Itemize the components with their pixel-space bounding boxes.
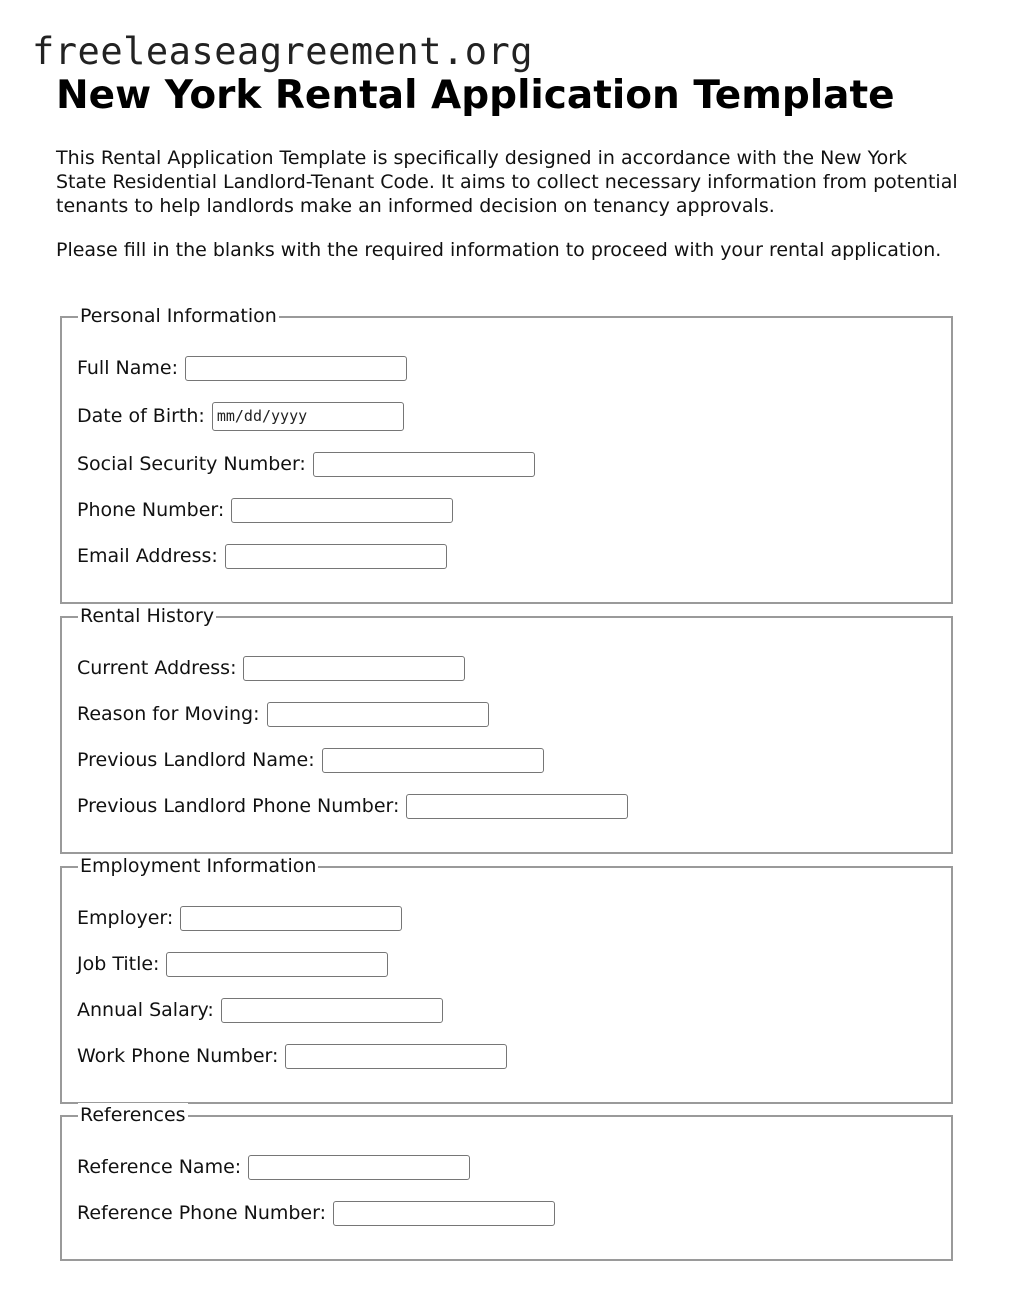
reason-for-moving-row [77,700,489,728]
ssn-input[interactable] [313,452,535,477]
phone-number-input[interactable] [231,498,453,523]
previous-landlord-name-label: Previous Landlord Name: [77,749,315,771]
previous-landlord-name-row [77,746,544,774]
page-title: New York Rental Application Template [56,73,895,118]
employer-label: Employer: [77,907,174,929]
reference-phone-row [77,1199,555,1227]
rental-history-section [60,605,953,854]
references-legend: References [80,1104,186,1126]
reference-phone-label: Reference Phone Number: [77,1202,327,1224]
previous-landlord-name-input[interactable] [322,748,544,773]
instructions-paragraph: Please fill in the blanks with the required information to proceed with your rental application. [56,239,942,261]
personal-information-section [60,305,953,604]
date-of-birth-row [77,402,404,430]
reference-name-input[interactable] [248,1155,470,1180]
previous-landlord-phone-label: Previous Landlord Phone Number: [77,795,400,817]
references-section [60,1104,953,1261]
previous-landlord-phone-input[interactable] [406,794,628,819]
phone-number-label: Phone Number: [77,499,225,521]
email-address-row [77,542,447,570]
reference-name-row [77,1153,470,1181]
employment-information-section [60,855,953,1104]
previous-landlord-phone-row [77,792,628,820]
annual-salary-row [77,996,443,1024]
full-name-row [77,354,407,382]
email-address-input[interactable] [225,544,447,569]
job-title-label: Job Title: [77,953,160,975]
email-address-label: Email Address: [77,545,218,567]
employment-information-legend: Employment Information [80,855,317,877]
work-phone-row [77,1042,507,1070]
rental-history-legend: Rental History [80,605,215,627]
job-title-row [77,950,388,978]
personal-information-legend: Personal Information [80,305,277,327]
current-address-input[interactable] [243,656,465,681]
date-of-birth-label: Date of Birth: [77,405,205,427]
ssn-label: Social Security Number: [77,453,306,475]
date-of-birth-input[interactable]: mm/dd/yyyy [212,402,404,431]
reason-for-moving-input[interactable] [267,702,489,727]
annual-salary-input[interactable] [221,998,443,1023]
full-name-input[interactable] [185,356,407,381]
intro-paragraph: This Rental Application Template is specifically designed in accordance with the New York State Residential Landlord-Tenant Code. It aims to collect necessary information from potential tenants to help landlords make an informed decision on tenancy approvals. [56,147,958,217]
work-phone-input[interactable] [285,1044,507,1069]
phone-number-row [77,496,453,524]
annual-salary-label: Annual Salary: [77,999,214,1021]
site-watermark: freeleaseagreement.org [32,30,534,73]
current-address-row [77,654,465,682]
reference-name-label: Reference Name: [77,1156,242,1178]
ssn-row [77,450,535,478]
full-name-label: Full Name: [77,357,178,379]
reason-for-moving-label: Reason for Moving: [77,703,260,725]
job-title-input[interactable] [166,952,388,977]
employer-input[interactable] [180,906,402,931]
work-phone-label: Work Phone Number: [77,1045,279,1067]
current-address-label: Current Address: [77,657,237,679]
employer-row [77,904,402,932]
reference-phone-input[interactable] [333,1201,555,1226]
